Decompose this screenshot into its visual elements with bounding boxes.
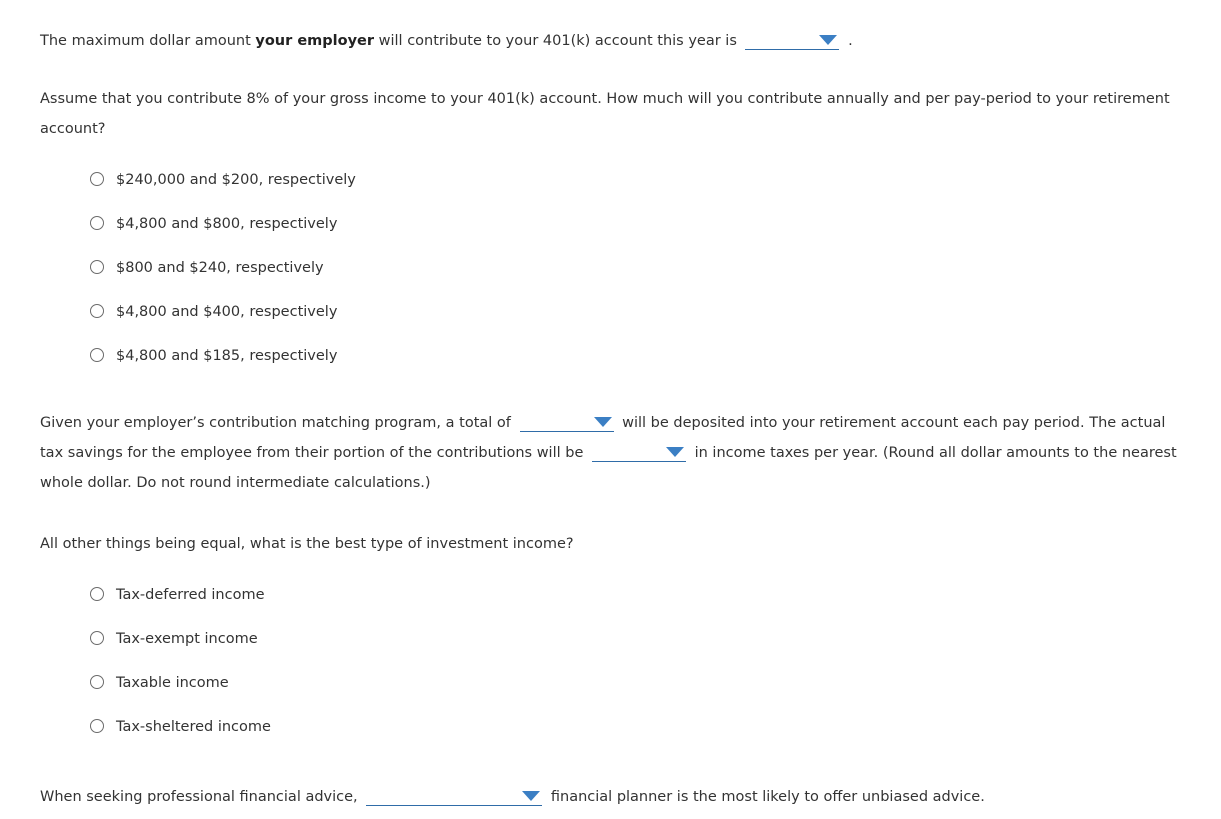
q2-option-2[interactable]: [90, 214, 337, 234]
q1-employer-contribution-dropdown[interactable]: [745, 29, 839, 50]
question-2-prompt: Assume that you contribute 8% of your gross income to your 401(k) account. How much will you contribute annually and per pay-period to your retirement account?: [40, 91, 1170, 137]
q5-planner-type-dropdown[interactable]: [366, 785, 542, 806]
q4-option-3-label: Taxable income: [116, 675, 229, 691]
q3-total-deposit-dropdown[interactable]: [520, 411, 614, 432]
radio-icon[interactable]: [90, 172, 104, 186]
question-4-prompt: All other things being equal, what is the best type of investment income?: [40, 536, 574, 552]
q1-text-bold: your employer: [255, 33, 375, 49]
radio-icon[interactable]: [90, 304, 104, 318]
q4-option-2[interactable]: [90, 629, 258, 649]
question-1: [40, 29, 853, 51]
q5-text-after: financial planner is the most likely to offer unbiased advice.: [550, 789, 985, 805]
q2-option-4[interactable]: [90, 302, 337, 322]
question-3: [40, 408, 1185, 498]
q4-option-4[interactable]: [90, 717, 271, 737]
chevron-down-icon: [594, 417, 612, 427]
q2-option-3-label: $800 and $240, respectively: [116, 260, 324, 276]
radio-icon[interactable]: [90, 216, 104, 230]
q2-option-5[interactable]: [90, 346, 337, 366]
radio-icon[interactable]: [90, 260, 104, 274]
chevron-down-icon: [666, 447, 684, 457]
q4-option-1-label: Tax-deferred income: [116, 587, 265, 603]
radio-icon[interactable]: [90, 631, 104, 645]
q4-option-4-label: Tax-sheltered income: [116, 719, 271, 735]
q1-text-before: The maximum dollar amount: [40, 33, 256, 49]
q3-part-2: will be deposited into your retirement account each pay period. The actual tax savings for the employee from their portion of the contributions will be: [40, 415, 1166, 461]
q4-option-1[interactable]: [90, 585, 265, 605]
radio-icon[interactable]: [90, 675, 104, 689]
q1-text-after: will contribute to your 401(k) account this year is: [374, 33, 737, 49]
q2-option-3[interactable]: [90, 258, 324, 278]
q1-text-end: .: [848, 33, 853, 49]
q2-option-4-label: $4,800 and $400, respectively: [116, 304, 338, 320]
radio-icon[interactable]: [90, 348, 104, 362]
q3-part-3: in income taxes per year. (Round all dollar amounts to the nearest whole dollar. Do not round intermediate calculations.): [40, 445, 1177, 491]
question-5: [40, 785, 985, 807]
q3-part-1: Given your employer’s contribution matching program, a total of: [40, 415, 511, 431]
q2-option-1-label: $240,000 and $200, respectively: [116, 172, 356, 188]
q2-option-2-label: $4,800 and $800, respectively: [116, 216, 338, 232]
q5-text-before: When seeking professional financial advice,: [40, 789, 358, 805]
radio-icon[interactable]: [90, 719, 104, 733]
q4-option-2-label: Tax-exempt income: [116, 631, 258, 647]
q3-tax-savings-dropdown[interactable]: [592, 441, 686, 462]
radio-icon[interactable]: [90, 587, 104, 601]
chevron-down-icon: [522, 791, 540, 801]
q2-option-5-label: $4,800 and $185, respectively: [116, 348, 338, 364]
chevron-down-icon: [819, 35, 837, 45]
q2-option-1[interactable]: [90, 170, 356, 190]
q4-option-3[interactable]: [90, 673, 229, 693]
